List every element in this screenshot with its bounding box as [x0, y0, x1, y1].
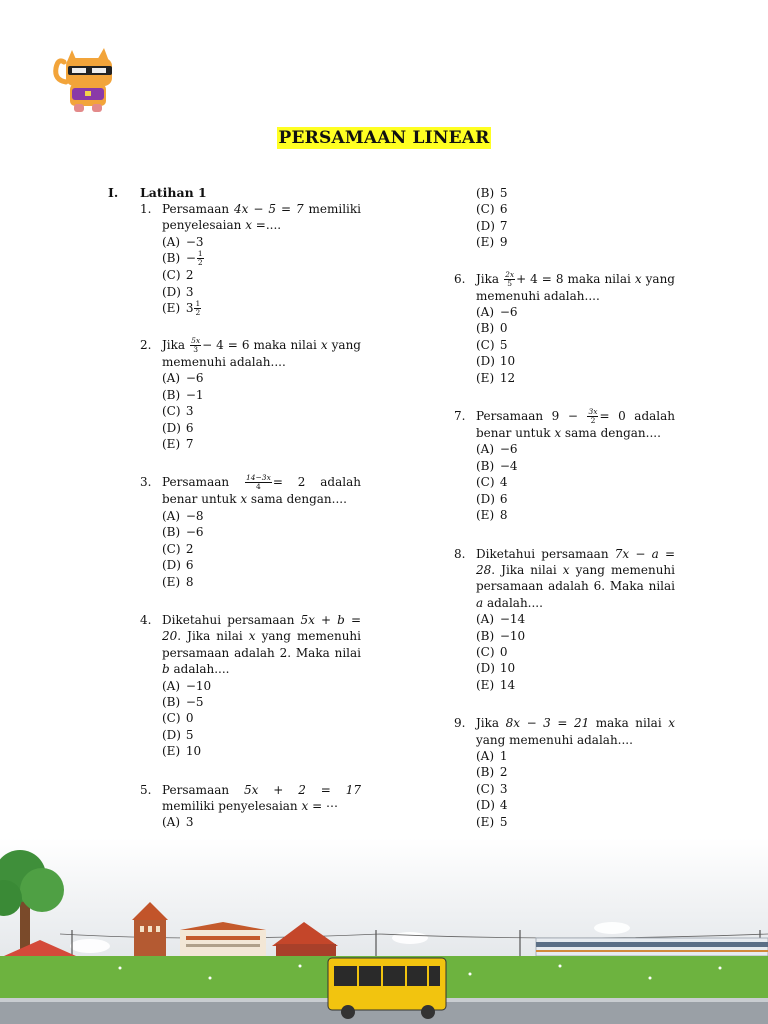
question-stem: Jika $\frac{5x}{3}$ − 4 = 6 maka nilai x yang memenuhi adalah.... [162, 336, 361, 370]
worksheet-title: PERSAMAAN LINEAR [278, 128, 490, 148]
option-b: (B) −1 [162, 387, 204, 402]
option-b: (B) 0 [476, 321, 508, 336]
option-e: (E) 8 [476, 508, 508, 523]
question-number: 2. [140, 338, 152, 353]
question-5 [140, 782, 361, 831]
option-c: (C) 4 [476, 475, 508, 490]
option-b: (B) −4 [476, 458, 518, 473]
option-b: (B) −6 [162, 525, 204, 540]
option-c: (C) 0 [476, 644, 508, 659]
option-e: (E) 5 [476, 814, 508, 829]
section-label: Latihan 1 [140, 185, 207, 200]
question-6 [454, 271, 675, 386]
question-8 [454, 546, 675, 694]
question-4 [140, 612, 361, 760]
option-e: (E) 8 [162, 574, 194, 589]
option-a: (A) 1 [476, 748, 508, 763]
option-e: (E) 9 [476, 235, 508, 250]
option-c: (C) 6 [476, 202, 508, 217]
question-stem: Diketahui persamaan 5x + b = 20. Jika nilai x yang memenuhi persamaan adalah 2. Maka nilai b adalah.... [162, 612, 361, 677]
option-d: (D) 6 [476, 491, 508, 506]
question-1 [140, 201, 361, 317]
option-d: (D) 5 [162, 727, 194, 742]
option-a: (A) −6 [162, 371, 204, 386]
option-b: (B) −5 [162, 694, 204, 709]
right-column [454, 185, 675, 830]
question-number: 3. [140, 475, 152, 490]
question-number: 7. [454, 409, 466, 424]
option-a: (A) −10 [162, 678, 212, 693]
option-c: (C) 0 [162, 711, 194, 726]
question-stem: Persamaan $\frac{14-3x}{4}$ = 2 adalah benar untuk x sama dengan.... [162, 473, 361, 507]
question-stem: Persamaan 4x − 5 = 7 memiliki penyelesaian x =.... [162, 202, 361, 233]
option-d: (D) 7 [476, 218, 508, 233]
question-stem: Jika 8x − 3 = 21 maka nilai x yang memenuhi adalah.... [476, 716, 675, 747]
question-3 [140, 474, 361, 589]
option-b: (B) −10 [476, 628, 526, 643]
left-column [140, 201, 361, 831]
question-number: 8. [454, 546, 466, 561]
option-c: (C) 2 [162, 541, 194, 556]
question-number: 6. [454, 271, 466, 286]
option-d: (D) 3 [162, 284, 194, 299]
question-number: 5. [140, 782, 152, 797]
option-a: (A) −6 [476, 305, 518, 320]
question-7 [454, 408, 675, 523]
option-c: (C) 3 [476, 781, 508, 796]
bus-icon [328, 958, 446, 1019]
option-c: (C) 2 [162, 268, 194, 283]
option-e: (E) 3 $\frac{1}{2}$ [162, 299, 201, 318]
option-b: (B) 2 [476, 765, 508, 780]
option-e: (E) 10 [162, 744, 202, 759]
option-e: (E) 12 [476, 370, 516, 385]
question-number: 9. [454, 716, 466, 731]
option-d: (D) 10 [476, 354, 516, 369]
option-c: (C) 3 [162, 404, 194, 419]
option-a: (A) −3 [162, 234, 204, 249]
question-number: 1. [140, 202, 152, 216]
option-e: (E) 14 [476, 677, 516, 692]
cat-mascot-icon [52, 44, 122, 116]
question-2 [140, 337, 361, 452]
question-9 [454, 715, 675, 830]
question-stem: Diketahui persamaan 7x − a = 28. Jika nilai x yang memenuhi persamaan adalah 6. Maka nilai a adalah.... [476, 546, 676, 610]
option-d: (D) 10 [476, 661, 516, 676]
question-stem: Persamaan 9 − $\frac{3x}{2}$ = 0 adalah benar untuk x sama dengan.... [476, 407, 676, 441]
option-a: (A) 3 [162, 815, 194, 830]
question-5-continued [454, 185, 675, 251]
question-number: 4. [140, 612, 152, 627]
option-e: (E) 7 [162, 437, 194, 452]
option-a: (A) −8 [162, 508, 204, 523]
option-d: (D) 6 [162, 558, 194, 573]
option-d: (D) 6 [162, 420, 194, 435]
option-b: (B) − $\frac{1}{2}$ [162, 249, 203, 268]
question-stem: Jika $\frac{2x}{5}$ + 4 = 8 maka nilai x yang memenuhi adalah.... [476, 269, 675, 303]
option-a: (A) −6 [476, 442, 518, 457]
section-number: I. [108, 185, 119, 200]
option-c: (C) 5 [476, 337, 508, 352]
option-b: (B) 5 [476, 186, 508, 200]
option-a: (A) −14 [476, 612, 526, 627]
question-stem: Persamaan 5x + 2 = 17 memiliki penyelesaian x = ⋯ [162, 782, 361, 813]
option-d: (D) 4 [476, 798, 508, 813]
city-landscape-illustration [0, 838, 768, 1024]
